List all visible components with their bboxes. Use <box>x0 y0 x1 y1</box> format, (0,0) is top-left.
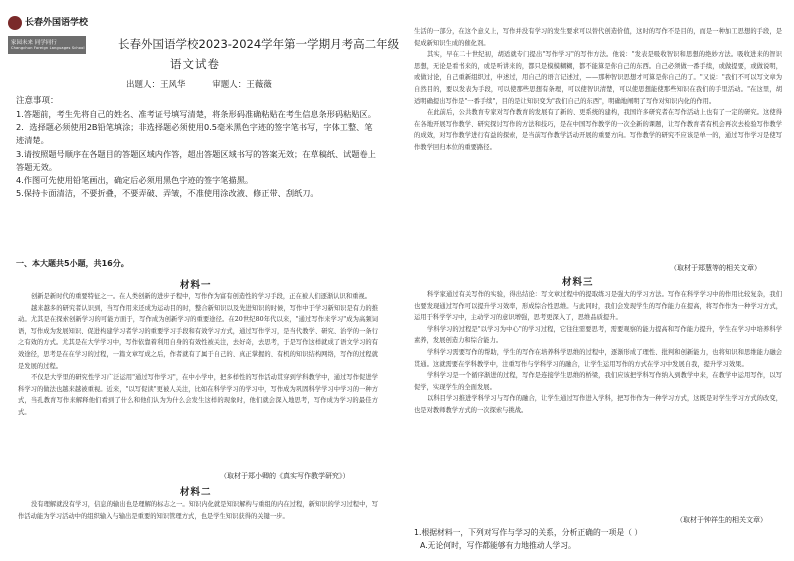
notice-item: 4.作图可先使用铅笔画出，确定后必须用黑色字迹的签字笔描黑。 <box>16 175 254 186</box>
material3-source: （取材于钟祥生的相关文章） <box>676 516 767 524</box>
material1-para: 创新是新时代的重要特征之一。在人类创新的进步子程中，写作作为富有创造性的学习手段，正在被人们逐渐认识和重视。 <box>31 293 372 300</box>
section-heading: 一、本大题共5小题，共16分。 <box>16 259 129 268</box>
authors-line <box>126 78 296 90</box>
notice-item: 3.请按照题号顺序在各题目的答题区域内作答，超出答题区域书写的答案无效；在草稿纸、试题卷上答题无效。 <box>16 148 376 172</box>
logo-english: Changchun Foreign Languages School <box>11 46 85 50</box>
material1-para: 越来越多的研究者认识到，当写作用来还成为运动目的时，整合新知识以及先进知识的时候，写作中于学习新知识是有力的推动。尤其是在探索创新学习的可能方面于，写作成为创新学习的重要途径。在20世纪80年代以来，"通过写作来学习"成为高频词语，写作成为发展知识、促进构建学习者学习的重要学习手段和有效学习方式，通过写作学习，是当代教学、研究、治学的一条行之有效的方式。尤其是在大学学习中，写作依靠着利用自身的有效性被关注，去好奇，去思考，于是写作这样就成了语文学习的有效途径，思考是在在学习的过程，一篇文章写成之后，作者就有了属于自己的、真正掌握的、有机的知识结构网络，写作的过程就是发展的过程。 <box>18 304 378 370</box>
question1-stem: 1.根据材料一，下列对写作与学习的关系，分析正确的一项是（ ） <box>414 528 643 537</box>
material1-body <box>18 291 378 471</box>
school-name: 长春外国语学校 <box>25 18 89 28</box>
notice-item: 1.答题前，考生先将自己的姓名、准考证号填写清楚，将条形码准确粘贴在考生信息条形码粘贴区。 <box>16 109 376 119</box>
material3-para: 以科目学习推进学科学习与写作的融合，让学生通过写作进入学科，把写作作为一种学习方式，这既是对学生学习方式的改变，也是对教师教学方式的一次探索与挑战。 <box>414 395 782 414</box>
material2-heading: 材料二 <box>180 487 212 498</box>
right-para: 在此前后，公共教育专家对写作教育的发展有了新的、更系统的建构，我国许多研究者在写作活动上也有了一定的研究。这使得在各地开展写作教学、研究探讨写作的方法和技巧，是在中国写作教学的一次全新的课题，让写作教育者有机会再次去检验写作教学的成效，对写作教学进行有益的探索，是当前写作教学活动开展的重要方向。写作教学的研究不应该是单一的，通过写作学习是使写作教学回归本位的重要路径。 <box>414 109 782 151</box>
material1-source: （取材于郑小卿的《真实写作教学研究》） <box>220 472 350 480</box>
material2-source: （取材于郑慧等的相关文章） <box>670 264 761 272</box>
material3-para: 学科学习是一个循序渐进的过程，写作是连接学生思维的桥梁，我们应该把学科写作纳入到教学中来，在教学中运用写作，以写促学，实现学生的全面发展。 <box>414 372 782 391</box>
material3-body <box>414 289 782 513</box>
material3-para: 科学家通过有关写作的实验，得出结论：写文章过程中的提取练习是强大的学习方法。写作在科学学习中的作用比较复杂，我们也要发现通过写作可以提升学习效率，形成综合性思维。与此同时，我们会发现学生的写作能力在提高，将写作作为一种学习方式，运用于科学学习中，主动学习的意识增强，思考更深入了，思维品质提升。 <box>414 291 782 322</box>
material1-heading: 材料一 <box>180 280 212 291</box>
right-para: 生活的一部分，在这个意义上，写作并没有学习的发生要求可以替代创造价值，这时的写作不是目的，而是一种加工思想的手段，是促成新知识生成的催化剂。 <box>414 28 782 47</box>
exam-subtitle: 语文试卷 <box>170 57 220 71</box>
notice-heading: 注意事项： <box>16 96 59 106</box>
material3-heading: 材料三 <box>562 277 594 288</box>
material1-para: 不仅是大学里的研究性学习广泛运用"通过写作学习"，在中小学中，把多样性的写作活动贯穿到学科教学中，通过写作促进学科学习的做法也越来越被重视。近来，"以写促读"更被人关注，比如在科学学习的学习中，写作成为巩固科学学习中学习的一种方式，当孔教育写作来解释他们看到了什么和他们认为为什么会发生这样的现象时，他们就会深入地思考，写作成为学习的最佳方式。 <box>18 374 378 416</box>
author: 出题人：王风华 <box>126 80 186 90</box>
material2-body <box>18 499 378 557</box>
material3-para: 学科学习需要写作的帮助，学生的写作在培养科学思维的过程中，逐渐形成了理性、批判和创新能力，也将知识和思维能力融会贯通。这就需要在学科教学中，注重写作与学科学习的融合，让学生运用写作的方式在学习中发展自我，提升学习效果。 <box>414 348 782 368</box>
notice-list <box>16 108 378 200</box>
notice-item: 2．选择题必须使用2B铅笔填涂；非选择题必须使用0.5毫米黑色字迹的签字笔书写，字体工整、笔迹清楚。 <box>16 122 373 146</box>
material2-para: 没有理解就没有学习，信息的输出也是理解的标志之一。知识内化就是知识解构与重组的内在过程，新知识的学习过程中，写作活动能为学习活动中的组织输入与输出是重要的知识管理方式，也是学生知识获得的关键一步。 <box>18 501 378 520</box>
school-badge-icon <box>8 16 22 30</box>
question1-option-a: A.无论何时，写作都能够有力地推动人学习。 <box>420 541 576 550</box>
material2-continued <box>414 26 782 250</box>
reviewer: 审题人：王薇薇 <box>212 80 272 90</box>
exam-title: 长春外国语学校2023-2024学年第一学期月考高二年级 <box>118 37 400 51</box>
logo <box>8 14 89 54</box>
notice-item: 5.保持卡面清洁，不要折叠，不要弄破、弄皱，不准使用涂改液、修正带、刮纸刀。 <box>16 188 319 199</box>
right-para: 其实，早在二十世纪初，胡适就专门提出"写作学习"的写作方法。他说："发表是吸收智识和思想的绝妙方法。吸收进来的智识思想，无论是看书来的，或是听讲来的，都只是模模糊糊，都不能算是你自己的东西。自己必须做一番手续，或做提要，或做说明，或做讨论，自己重新组织过，申述过，用自己的语言记述过，——那种智识思想才可算是你自己的了。"又说："我们不可以写文章为自然目的，要以发表为手段，可以使那些思想有条理，可以使智识清楚，可以使思想能使那些知识在我们的手里活动。"在这里，胡适明确提出写作是"一番手续"，目的是让知识变为"我们自己的东西"，明确地阐明了写作对知识内化的作用。 <box>414 51 782 105</box>
logo-motto: 家园未来 同学同行 <box>11 40 57 46</box>
material3-para: 学科学习的过程是"以学习为中心"的学习过程，它往往需要思考，需要观察的能力提高和写作能力提升，学生在学习中培养科学素养，发展创造力和综合能力。 <box>414 325 782 345</box>
